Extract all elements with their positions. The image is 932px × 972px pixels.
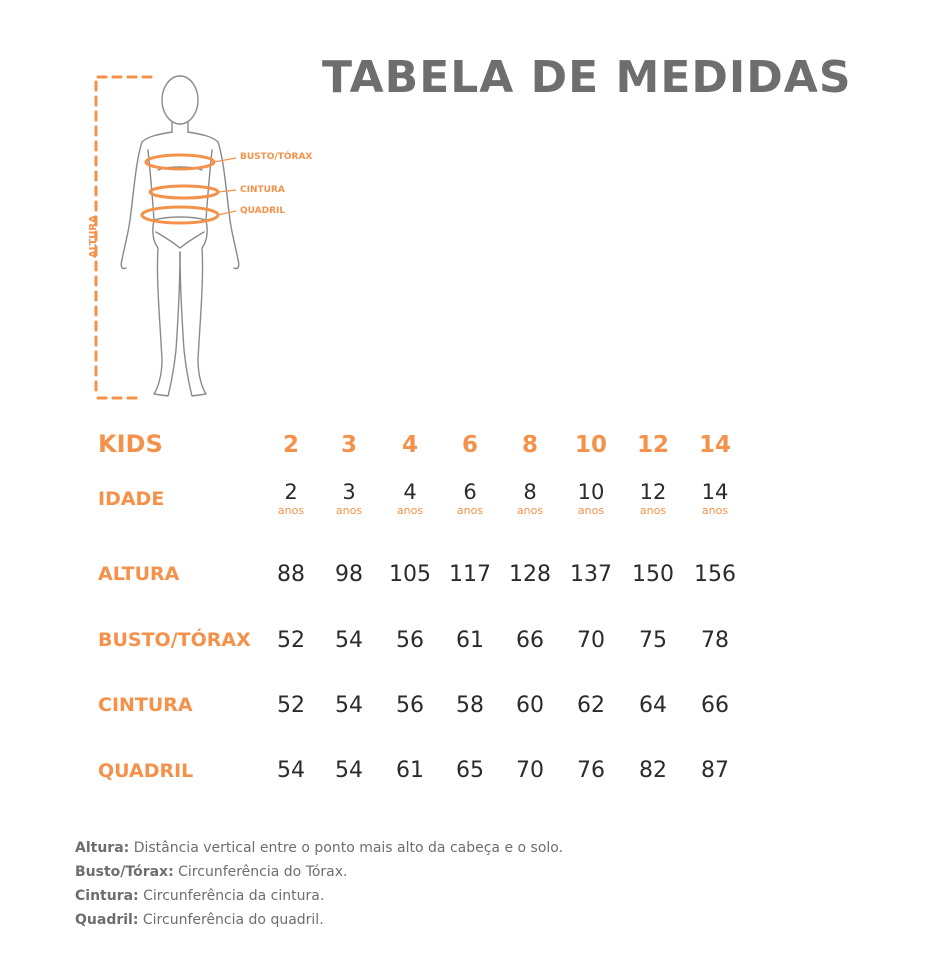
size-header: 2	[282, 432, 299, 458]
note-text: Circunferência do Tórax.	[173, 864, 348, 880]
age-value: 2	[284, 480, 298, 504]
age-value: 6	[463, 480, 477, 504]
table-cell: 54	[335, 628, 363, 653]
note-term: Busto/Tórax:	[75, 864, 174, 880]
note-term: Quadril:	[75, 912, 139, 928]
age-unit: anos	[577, 504, 605, 517]
age-value: 4	[403, 480, 417, 504]
age-value: 10	[577, 480, 605, 504]
table-cell: 56	[396, 628, 424, 653]
row-label-altura: ALTURA	[98, 563, 180, 585]
measurement-notes	[75, 836, 563, 932]
table-cell: 56	[396, 693, 424, 718]
note-text: Distância vertical entre o ponto mais alto da cabeça e o solo.	[129, 840, 564, 856]
size-header: 6	[461, 432, 478, 458]
age-value: 12	[639, 480, 667, 504]
row-label-cintura: CINTURA	[98, 694, 193, 716]
table-cell: 52	[277, 693, 305, 718]
page-title: TABELA DE MEDIDAS	[322, 52, 852, 103]
table-cell: 70	[516, 758, 544, 783]
figure-label-busto: BUSTO/TÓRAX	[240, 152, 313, 162]
table-cell: 105	[389, 562, 431, 587]
table-cell: 62	[577, 693, 605, 718]
row-label-busto: BUSTO/TÓRAX	[98, 629, 251, 651]
table-cell: 117	[449, 562, 491, 587]
row-label-idade: IDADE	[98, 488, 165, 510]
figure-label-altura: ALTURA	[88, 215, 99, 258]
table-cell: 58	[456, 693, 484, 718]
table-cell: 128	[509, 562, 551, 587]
size-header: 12	[636, 432, 669, 458]
note-line	[75, 884, 563, 908]
table-cell: 54	[277, 758, 305, 783]
figure-label-quadril: QUADRIL	[240, 206, 286, 216]
figure-label-cintura: CINTURA	[240, 185, 285, 195]
size-header: 10	[574, 432, 607, 458]
table-cell: 54	[335, 693, 363, 718]
age-value: 8	[523, 480, 537, 504]
table-cell: 82	[639, 758, 667, 783]
table-cell: 70	[577, 628, 605, 653]
table-cell: 75	[639, 628, 667, 653]
age-unit: anos	[701, 504, 729, 517]
size-header: 14	[698, 432, 731, 458]
body-figure-illustration	[80, 70, 320, 410]
note-term: Altura:	[75, 840, 130, 856]
table-cell: 64	[639, 693, 667, 718]
table-cell: 78	[701, 628, 729, 653]
table-cell: 52	[277, 628, 305, 653]
table-cell: 66	[516, 628, 544, 653]
table-cell: 76	[577, 758, 605, 783]
table-cell: 66	[701, 693, 729, 718]
table-cell: 98	[335, 562, 363, 587]
table-cell: 137	[570, 562, 612, 587]
table-cell: 150	[632, 562, 674, 587]
age-value: 3	[342, 480, 356, 504]
row-label-quadril: QUADRIL	[98, 760, 194, 782]
size-header: 4	[401, 432, 418, 458]
note-line	[75, 908, 563, 932]
size-header: 8	[521, 432, 538, 458]
table-cell: 61	[396, 758, 424, 783]
age-unit: anos	[335, 504, 363, 517]
note-text: Circunferência da cintura.	[138, 888, 325, 904]
age-unit: anos	[516, 504, 544, 517]
age-unit: anos	[277, 504, 305, 517]
note-term: Cintura:	[75, 888, 139, 904]
age-unit: anos	[396, 504, 424, 517]
table-cell: 156	[694, 562, 736, 587]
age-value: 14	[701, 480, 729, 504]
table-cell: 87	[701, 758, 729, 783]
note-line	[75, 860, 563, 884]
age-unit: anos	[639, 504, 667, 517]
table-cell: 54	[335, 758, 363, 783]
note-text: Circunferência do quadril.	[138, 912, 324, 928]
table-cell: 61	[456, 628, 484, 653]
table-cell: 88	[277, 562, 305, 587]
table-cell: 65	[456, 758, 484, 783]
age-unit: anos	[456, 504, 484, 517]
table-cell: 60	[516, 693, 544, 718]
kids-header-label: KIDS	[98, 430, 163, 458]
note-line	[75, 836, 563, 860]
size-header: 3	[340, 432, 357, 458]
